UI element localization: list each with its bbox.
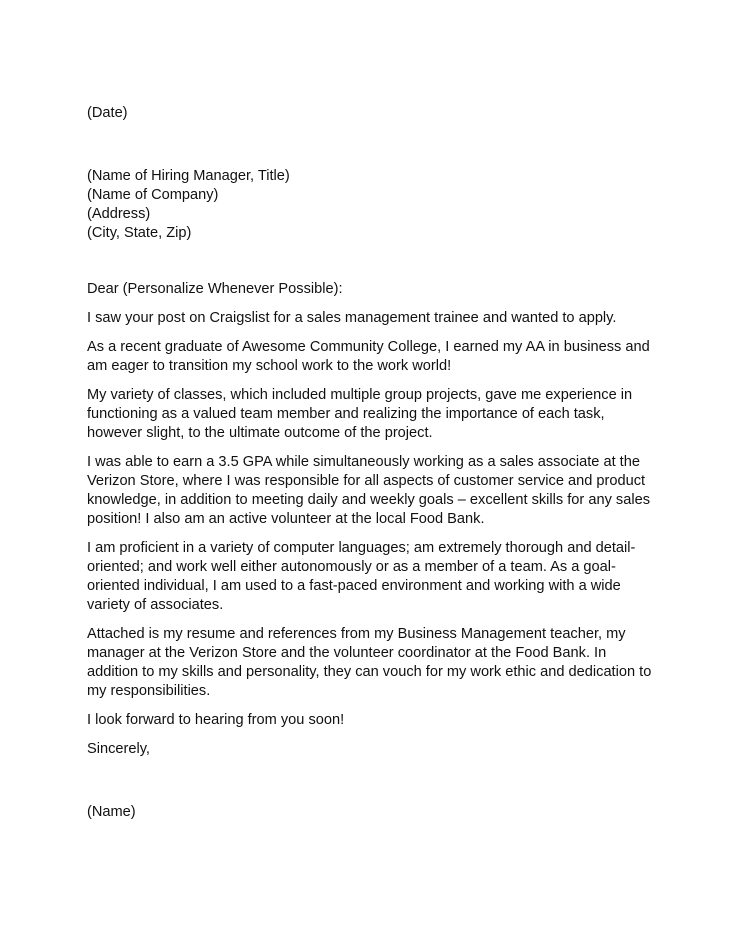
salutation: Dear (Personalize Whenever Possible): — [87, 281, 343, 297]
signature-name: (Name) — [87, 804, 136, 820]
body-paragraph: I look forward to hearing from you soon! — [87, 712, 345, 728]
recipient-company: (Name of Company) — [87, 187, 219, 203]
body-paragraph: I am proficient in a variety of computer languages; am extremely thorough and detail- oriented; and work well either autonomously or as a member of a team. As a goal- oriented individual, I am used to a fast-paced environment and working with a wide variety of associates. — [87, 540, 636, 613]
closing: Sincerely, — [87, 741, 150, 757]
body-paragraph: I saw your post on Craigslist for a sales management trainee and wanted to apply. — [87, 310, 617, 326]
body-paragraph: My variety of classes, which included multiple group projects, gave me experience in functioning as a valued team member and realizing the importance of each task, however slight, to the ultimate outcome of the project. — [87, 387, 633, 441]
body-paragraph: I was able to earn a 3.5 GPA while simultaneously working as a sales associate at the Verizon Store, where I was responsible for all aspects of customer service and product knowledge, in addition to meeting daily and weekly goals – excellent skills for any sales position! I also am an active volunteer at the local Food Bank. — [87, 454, 650, 527]
recipient-city-state-zip: (City, State, Zip) — [87, 225, 192, 241]
cover-letter — [87, 104, 667, 822]
recipient-address-block — [87, 167, 667, 243]
body-paragraph: As a recent graduate of Awesome Community College, I earned my AA in business and am eager to transition my school work to the work world! — [87, 339, 650, 374]
body-paragraph: Attached is my resume and references from my Business Management teacher, my manager at the Verizon Store and the volunteer coordinator at the Food Bank. In addition to my skills and personality, they can vouch for my work ethic and dedication to my responsibilities. — [87, 626, 652, 699]
date-line: (Date) — [87, 105, 128, 121]
recipient-address: (Address) — [87, 206, 151, 222]
recipient-name-title: (Name of Hiring Manager, Title) — [87, 168, 290, 184]
